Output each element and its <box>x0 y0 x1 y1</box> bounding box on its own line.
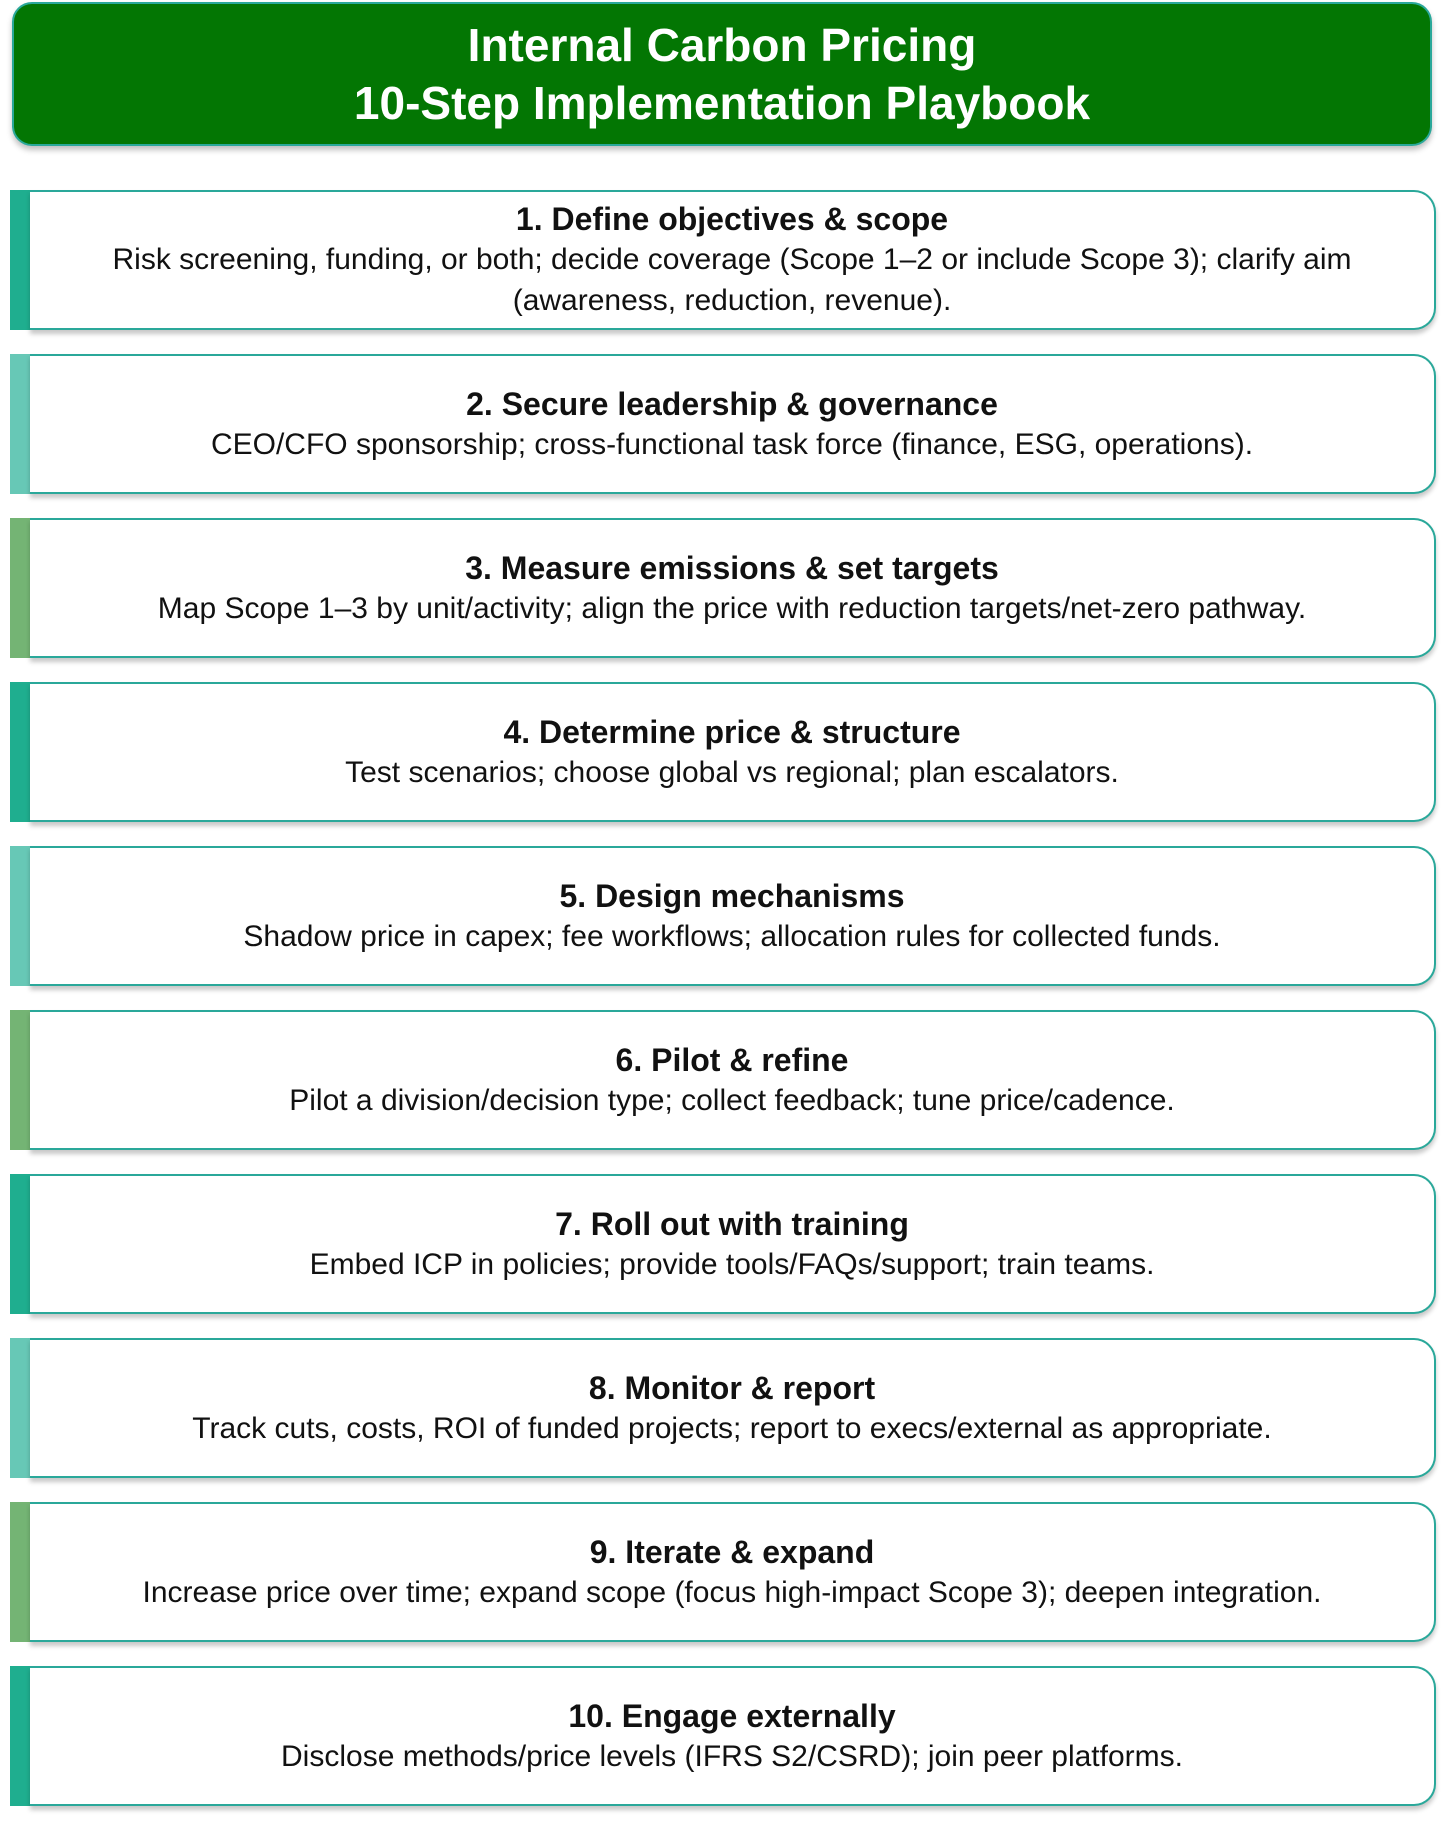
step-title: 10. Engage externally <box>568 1697 896 1734</box>
step-card-body <box>30 1338 1436 1478</box>
step-description: Track cuts, costs, ROI of funded projects; report to execs/external as appropriate. <box>192 1411 1272 1445</box>
header-title-line-2: 10-Step Implementation Playbook <box>353 77 1091 129</box>
step-title: 4. Determine price & structure <box>503 713 961 750</box>
step-card <box>10 354 1436 494</box>
step-description: Pilot a division/decision type; collect feedback; tune price/cadence. <box>289 1083 1175 1117</box>
step-accent-bar <box>10 1010 30 1150</box>
step-accent-bar <box>10 1502 30 1642</box>
step-card <box>10 846 1436 986</box>
step-description: Increase price over time; expand scope (focus high-impact Scope 3); deepen integration. <box>142 1575 1322 1609</box>
step-card-body <box>30 682 1436 822</box>
step-description: Embed ICP in policies; provide tools/FAQs/support; train teams. <box>309 1247 1155 1281</box>
step-card-body <box>30 1502 1436 1642</box>
step-card-body <box>30 190 1436 330</box>
step-card-body <box>30 518 1436 658</box>
step-title: 3. Measure emissions & set targets <box>465 549 999 586</box>
step-accent-bar <box>10 1338 30 1478</box>
step-card-body <box>30 1010 1436 1150</box>
step-title: 2. Secure leadership & governance <box>466 385 998 422</box>
step-description: Risk screening, funding, or both; decide coverage (Scope 1–2 or include Scope 3); clarify aim (awareness, reduction, revenue). <box>112 243 1352 317</box>
step-description: Disclose methods/price levels (IFRS S2/CSRD); join peer platforms. <box>281 1739 1183 1773</box>
step-card <box>10 1502 1436 1642</box>
step-description: Shadow price in capex; fee workflows; allocation rules for collected funds. <box>243 919 1221 953</box>
step-description: CEO/CFO sponsorship; cross-functional task force (finance, ESG, operations). <box>210 427 1254 461</box>
step-accent-bar <box>10 846 30 986</box>
playbook-header <box>12 2 1432 146</box>
step-card <box>10 190 1436 330</box>
step-accent-bar <box>10 1174 30 1314</box>
step-description: Map Scope 1–3 by unit/activity; align the price with reduction targets/net-zero pathway. <box>157 591 1307 625</box>
step-card-body <box>30 1666 1436 1806</box>
step-title: 6. Pilot & refine <box>615 1041 849 1078</box>
step-card <box>10 1174 1436 1314</box>
step-card <box>10 1338 1436 1478</box>
step-title: 5. Design mechanisms <box>559 877 905 914</box>
step-title: 8. Monitor & report <box>588 1369 876 1406</box>
step-title: 7. Roll out with training <box>555 1205 909 1242</box>
steps-list <box>10 190 1436 1830</box>
step-card-body <box>30 846 1436 986</box>
step-card <box>10 1010 1436 1150</box>
step-card <box>10 682 1436 822</box>
header-title-line-1: Internal Carbon Pricing <box>467 19 977 71</box>
step-card <box>10 518 1436 658</box>
step-accent-bar <box>10 190 30 330</box>
step-title: 1. Define objectives & scope <box>515 201 949 237</box>
step-accent-bar <box>10 1666 30 1806</box>
step-card-body <box>30 354 1436 494</box>
step-accent-bar <box>10 682 30 822</box>
step-card <box>10 1666 1436 1806</box>
step-accent-bar <box>10 354 30 494</box>
step-title: 9. Iterate & expand <box>589 1533 875 1570</box>
step-accent-bar <box>10 518 30 658</box>
step-description: Test scenarios; choose global vs regional; plan escalators. <box>345 755 1119 789</box>
step-card-body <box>30 1174 1436 1314</box>
